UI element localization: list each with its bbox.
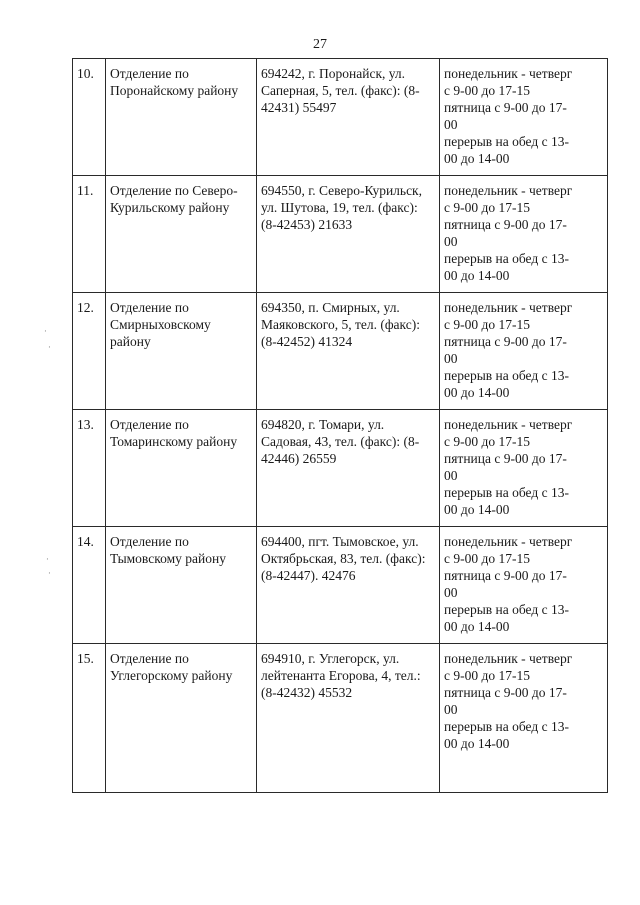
hours-line: пятница с 9-00 до 17- [444,451,567,466]
office-name: Отделение по Северо-Курильскому району [106,176,257,293]
hours-line: с 9-00 до 17-15 [444,551,530,566]
hours-line: понедельник - четверг [444,417,573,432]
table-row [73,176,608,293]
office-name: Отделение по Томаринскому району [106,410,257,527]
hours-line: 00 [444,585,458,600]
hours-line: 00 [444,351,458,366]
hours-line: 00 до 14-00 [444,736,510,751]
hours-line: 00 [444,117,458,132]
hours-line: понедельник - четверг [444,183,573,198]
office-address: 694400, пгт. Тымовское, ул. Октябрьская, 83, тел. (факс): (8-42447). 42476 [257,527,440,644]
offices-table [72,58,608,793]
hours-line: пятница с 9-00 до 17- [444,334,567,349]
hours-line: перерыв на обед с 13- [444,602,569,617]
table-row [73,293,608,410]
hours-line: 00 до 14-00 [444,385,510,400]
office-address: 694820, г. Томари, ул. Садовая, 43, тел. (факс): (8-42446) 26559 [257,410,440,527]
hours-line: перерыв на обед с 13- [444,134,569,149]
office-hours [440,59,608,176]
office-name: Отделение по Поронайскому району [106,59,257,176]
hours-line: с 9-00 до 17-15 [444,317,530,332]
table-row [73,527,608,644]
row-number: 12. [73,293,106,410]
hours-line: понедельник - четверг [444,300,573,315]
table-row [73,59,608,176]
scan-speck: · [44,327,47,337]
hours-line: 00 до 14-00 [444,619,510,634]
hours-line: 00 [444,702,458,717]
hours-line: понедельник - четверг [444,534,573,549]
office-hours [440,644,608,793]
hours-line: перерыв на обед с 13- [444,485,569,500]
table-row [73,410,608,527]
scan-speck: · [48,569,51,579]
hours-line: 00 [444,234,458,249]
hours-line: 00 до 14-00 [444,268,510,283]
row-number: 14. [73,527,106,644]
hours-line: понедельник - четверг [444,66,573,81]
hours-line: перерыв на обед с 13- [444,368,569,383]
office-name: Отделение по Смирныховскому району [106,293,257,410]
office-hours [440,176,608,293]
scan-speck: · [48,343,51,353]
scan-speck: · [46,555,49,565]
hours-line: перерыв на обед с 13- [444,719,569,734]
page-number: 27 [313,37,327,52]
office-name: Отделение по Тымовскому району [106,527,257,644]
hours-line: пятница с 9-00 до 17- [444,217,567,232]
hours-line: с 9-00 до 17-15 [444,434,530,449]
hours-line: 00 [444,468,458,483]
row-number: 15. [73,644,106,793]
office-address: 694242, г. Поронайск, ул. Саперная, 5, тел. (факс): (8-42431) 55497 [257,59,440,176]
hours-line: 00 до 14-00 [444,502,510,517]
office-hours [440,293,608,410]
office-address: 694910, г. Углегорск, ул. лейтенанта Егорова, 4, тел.: (8-42432) 45532 [257,644,440,793]
hours-line: пятница с 9-00 до 17- [444,100,567,115]
hours-line: с 9-00 до 17-15 [444,200,530,215]
row-number: 11. [73,176,106,293]
hours-line: с 9-00 до 17-15 [444,668,530,683]
office-hours [440,410,608,527]
office-name: Отделение по Углегорскому району [106,644,257,793]
hours-line: пятница с 9-00 до 17- [444,685,567,700]
row-number: 13. [73,410,106,527]
office-address: 694550, г. Северо-Курильск, ул. Шутова, 19, тел. (факс): (8-42453) 21633 [257,176,440,293]
hours-line: 00 до 14-00 [444,151,510,166]
hours-line: понедельник - четверг [444,651,573,666]
hours-line: с 9-00 до 17-15 [444,83,530,98]
office-hours [440,527,608,644]
row-number: 10. [73,59,106,176]
hours-line: пятница с 9-00 до 17- [444,568,567,583]
office-address: 694350, п. Смирных, ул. Маяковского, 5, тел. (факс): (8-42452) 41324 [257,293,440,410]
hours-line: перерыв на обед с 13- [444,251,569,266]
table-row [73,644,608,793]
